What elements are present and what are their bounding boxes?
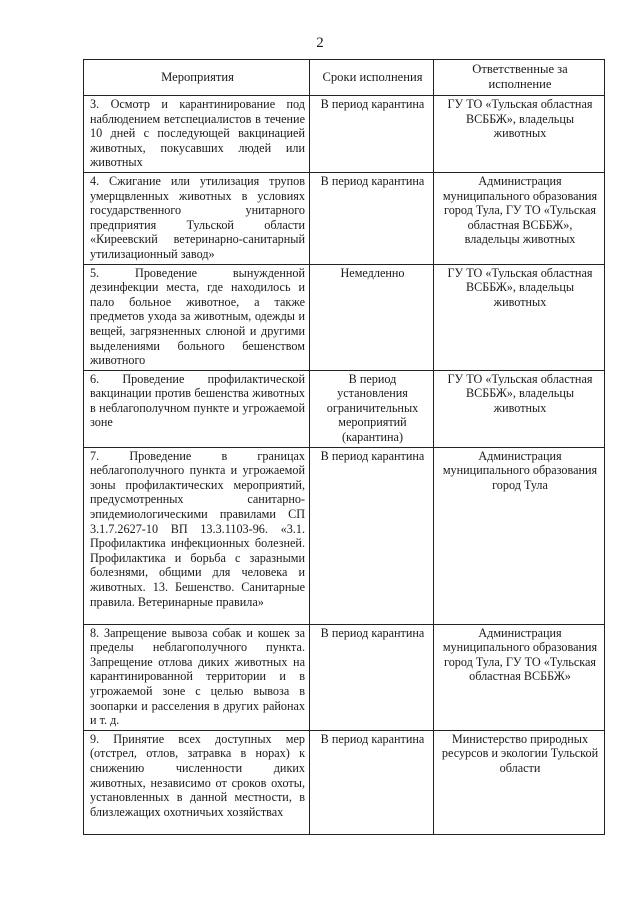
responsible-cell: Администрация муниципального образования город Тула, ГУ ТО «Тульская областная ВСББЖ», владельцы животных [434,172,605,264]
measure-cell: 5. Проведение вынужденной дезинфекции места, где находилось и пало больное животное, а также предметов ухода за животным, одежды и вещей, загрязненных слюной и другими выделениями больного бешенством животного [84,264,310,370]
measure-cell: 4. Сжигание или утилизация трупов умерщвленных животных в условиях государственного унитарного предприятия Тульской области «Киреевский ветеринарно-санитарный утилизационный завод» [84,172,310,264]
table-row [84,447,605,624]
term-cell: В период карантина [310,624,434,730]
measure-cell: 6. Проведение профилактической вакцинации против бешенства животных в неблагополучном пункте и угрожаемой зоне [84,370,310,447]
table-row [84,624,605,730]
term-cell: В период карантина [310,447,434,624]
page-number: 2 [316,35,324,51]
header-terms: Сроки исполнения [310,60,434,96]
header-responsible: Ответственные за исполнение [434,60,605,96]
term-cell: Немедленно [310,264,434,370]
term-cell: В период карантина [310,172,434,264]
term-cell: В период карантина [310,730,434,834]
measures-table [83,59,605,835]
header-measures: Мероприятия [84,60,310,96]
responsible-cell: Администрация муниципального образования город Тула [434,447,605,624]
responsible-cell: ГУ ТО «Тульская областная ВСББЖ», владельцы животных [434,370,605,447]
term-cell: В период карантина [310,96,434,173]
table-row [84,172,605,264]
table-row [84,370,605,447]
term-cell: В период установления ограничительных мероприятий (карантина) [310,370,434,447]
table-header-row [84,60,605,96]
measure-cell: 8. Запрещение вывоза собак и кошек за пределы неблагополучного пункта. Запрещение отлова диких животных на карантинированной территории и в угрожаемой зоне с целью вывоза в зоопарки и расселения в других районах и т. д. [84,624,310,730]
measure-cell: 9. Принятие всех доступных мер (отстрел, отлов, затравка в норах) к снижению численности диких животных, независимо от сроков охоты, установленных в данной местности, в близлежащих охотничьих хозяйствах [84,730,310,834]
measure-cell: 3. Осмотр и карантинирование под наблюдением ветспециалистов в течение 10 дней с последующей вакцинацией животных, покусавших людей или животных [84,96,310,173]
responsible-cell: Администрация муниципального образования город Тула, ГУ ТО «Тульская областная ВСББЖ» [434,624,605,730]
responsible-cell: ГУ ТО «Тульская областная ВСББЖ», владельцы животных [434,96,605,173]
table-row [84,96,605,173]
table-row [84,264,605,370]
responsible-cell: ГУ ТО «Тульская областная ВСББЖ», владельцы животных [434,264,605,370]
measure-cell: 7. Проведение в границах неблагополучного пункта и угрожаемой зоны профилактических мероприятий, предусмотренных санитарно-эпидемиологическими правилами СП 3.1.7.2627-10 ВП 13.3.1103-96. «3.1. Профилактика инфекционных болезней. Профилактика и борьба с заразными болезнями, общими для человека и животных. 13. Бешенство. Санитарные правила. Ветеринарные правила» [84,447,310,624]
responsible-cell: Министерство природных ресурсов и экологии Тульской области [434,730,605,834]
table-row [84,730,605,834]
